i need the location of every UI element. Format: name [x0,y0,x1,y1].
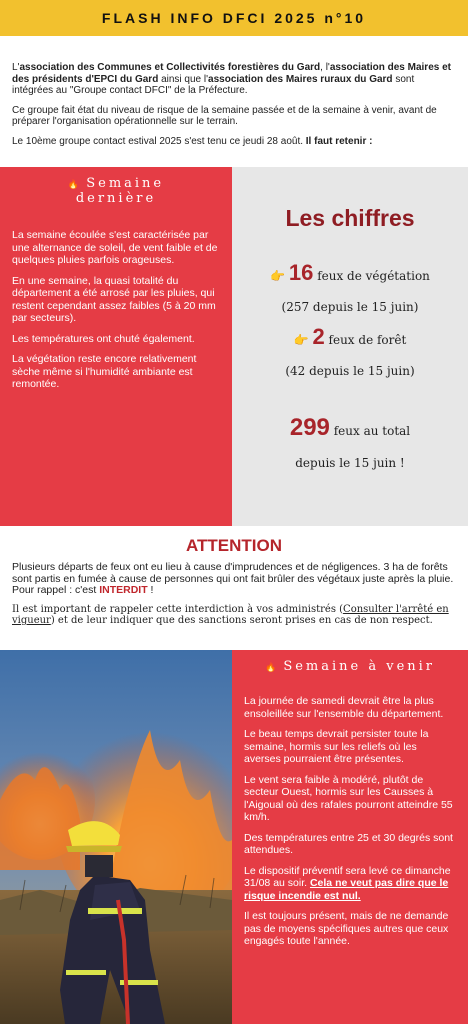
intro-section [12,62,458,155]
paragraph [244,865,456,903]
text: sont intégrées au "Groupe contact DFCI" de la Préfecture. [12,73,415,96]
last-week-text [0,229,232,391]
title-line-1: Semaine [86,176,165,191]
next-week-title [232,650,468,675]
forest-fires-stat [232,324,468,350]
text: L' [12,62,20,73]
attention-paragraph-1 [12,562,458,597]
intro-paragraph-3 [12,136,458,148]
assoc-maires-ruraux: association des Maires ruraux du Gard [208,73,393,85]
text: Il est important de rappeler cette interdiction à vos administrés ( [12,603,344,615]
fire-icon: 🔥 [264,663,277,673]
veg-fires-label: feux de végétation [317,269,430,283]
header-banner [0,0,468,36]
fire-icon: 🔥 [67,180,80,190]
forest-fires-since: (42 depuis le 15 juin) [285,364,415,378]
risk-warning: Cela ne veut pas dire que le risque incendie est nul. [244,877,449,902]
total-fires-since: depuis le 15 juin ! [295,456,405,470]
assoc-communes: association des Communes et Collectivités forestières du Gard [19,62,321,73]
paragraph: Des températures entre 25 et 30 degrés sont attendues. [244,831,453,856]
text: , l' [320,62,330,73]
paragraph: La semaine écoulée s'est caractérisée par une alternance de soleil, de vent faible et de quelques pluies parfois orageuses. [12,229,218,266]
attention-paragraph-2 [12,604,458,627]
next-week-section [232,650,468,1024]
title-line-2: dernière [75,191,157,206]
paragraph: Le vent sera faible à modéré, plutôt de secteur Ouest, hormis sur les Causses à l'Aigoual où des rafales pourront atteindre 55 km/h. [244,773,453,823]
forest-fires-count: 2 [312,324,325,349]
veg-fires-stat [232,260,468,286]
paragraph: Le beau temps devrait persister toute la semaine, hormis sur les reliefs où les averses pourraient être présentes. [244,728,429,765]
attention-title: ATTENTION [185,536,282,555]
last-week-section [0,167,232,526]
paragraph: Les températures ont chuté également. [12,332,195,345]
paragraph: Il est toujours présent, mais de ne demande pas de moyens spécifiques autres que ceux engagés toute l'année. [244,910,449,947]
pointing-hand-icon: 👉 [270,269,286,283]
title: Semaine à venir [283,659,436,674]
intro-paragraph-1 [12,62,458,97]
last-week-title [0,167,232,205]
text: ) et de leur indiquer que des sanctions seront prises en cas de non respect. [50,615,433,626]
text: Le 10ème groupe contact estival 2025 s'est tenu ce jeudi 28 août. [12,135,306,147]
figures-title: Les chiffres [285,205,415,231]
pointing-hand-icon: 👉 [293,333,309,347]
decree-link[interactable]: Consulter l'arrêté en vigueur [12,603,449,626]
paragraph: La végétation reste encore relativement sèche même si l'humidité ambiante est remontée. [12,353,197,390]
paragraph: La journée de samedi devrait être la plus ensoleillée sur l'ensemble du département. [244,695,444,720]
forbidden-label: INTERDIT [99,584,148,596]
total-fires-count: 299 [289,414,330,441]
total-fires-stat [232,414,468,442]
retain-label: Il faut retenir : [305,135,373,147]
veg-fires-count: 16 [288,260,314,285]
assoc-maires: association des Maires et des présidents d'EPCI du Gard [12,62,451,85]
firefighter-image [0,650,232,1024]
text: Plusieurs départs de feux ont eu lieu à cause d'imprudences et de négligences. 3 ha de forêts sont partis en fumée à cause de personnes qui ont fait brûler des végétaux juste après la pluie. Pour rappel : c'est [12,561,454,596]
attention-section [0,526,468,650]
forest-fires-label: feux de forêt [328,333,407,347]
figures-section [232,167,468,526]
paragraph: En une semaine, la quasi totalité du département a été arrosé par les pluies, qui restent cependant assez faibles (5 à 20 mm par secteurs). [12,274,216,324]
firefighter-photo [0,650,232,1024]
next-week-text [232,695,468,948]
text: ! [147,584,154,596]
veg-fires-since: (257 depuis le 15 juin) [281,300,419,314]
text: ainsi que l' [158,73,209,85]
text: Le dispositif préventif sera levé ce dimanche 31/08 au soir. [244,864,451,889]
banner-title: FLASH INFO DFCI 2025 n°10 [101,10,367,26]
intro-paragraph-2: Ce groupe fait état du niveau de risque de la semaine passée et de la semaine à venir, avant de préparer l'organisation opérationnelle sur le terrain. [12,104,437,127]
total-fires-label: feux au total [333,424,411,438]
